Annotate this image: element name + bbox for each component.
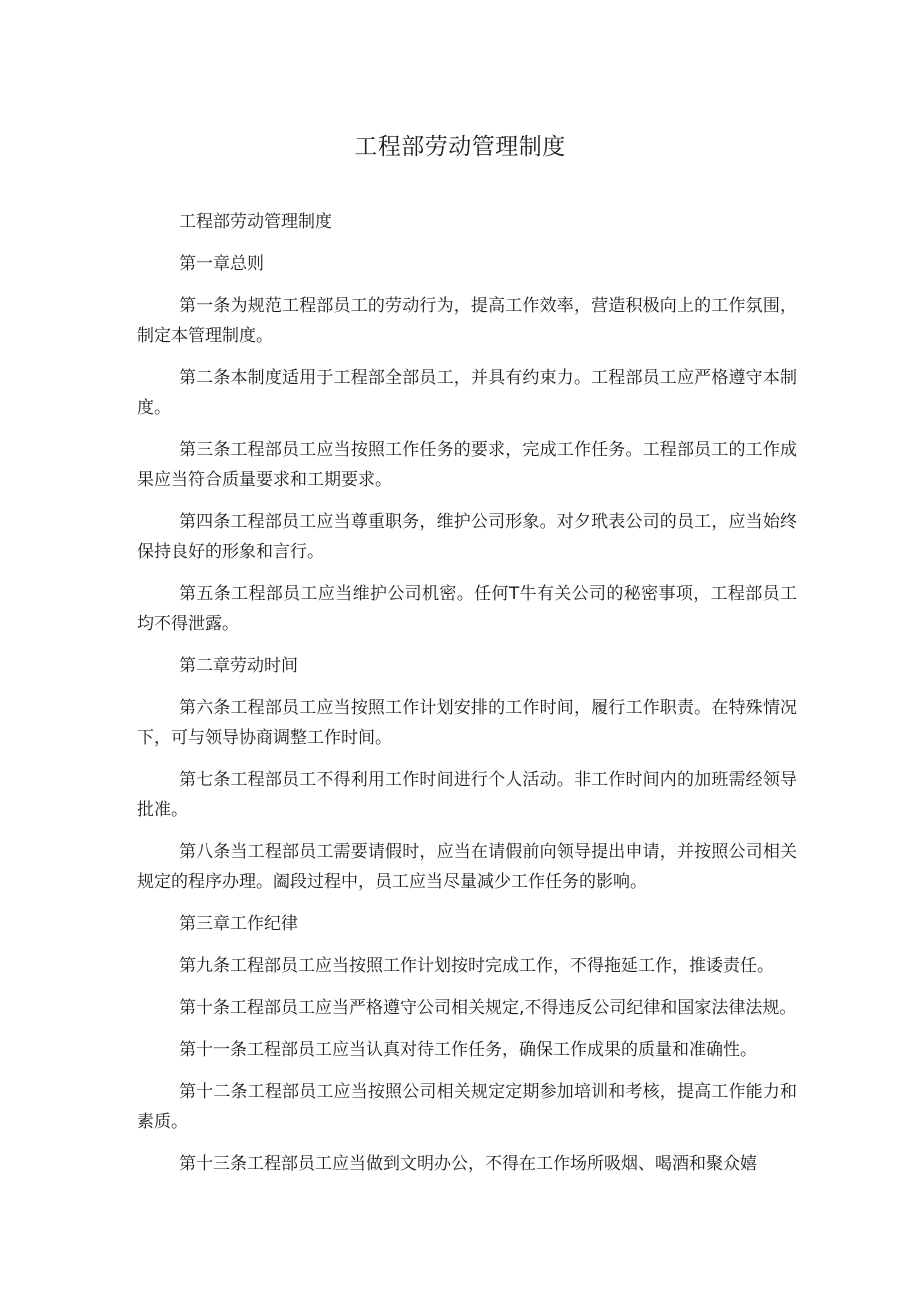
article-2: 第二条本制度适用于工程部全部员工，并具有约束力。工程部员工应严格遵守本制度。 [137, 368, 797, 418]
article-5: 第五条工程部员工应当维护公司机密。任何T牛有关公司的秘密事项，工程部员工均不得泄露。 [137, 584, 797, 634]
article-9: 第九条工程部员工应当按照工作计划按时完成工作，不得拖延工作，推诿责任。 [179, 956, 774, 976]
chapter-heading-3: 第三章工作纪律 [179, 914, 298, 934]
article-12: 第十二条工程部员工应当按照公司相关规定定期参加培训和考核，提高工作能力和素质。 [137, 1082, 797, 1132]
article-1: 第一条为规范工程部员工的劳动行为，提高工作效率，营造积极向上的工作氛围，制定本管理制度。 [137, 296, 797, 346]
article-3: 第三条工程部员工应当按照工作任务的要求，完成工作任务。工程部员工的工作成果应当符合质量要求和工期要求。 [137, 440, 797, 490]
article-10: 第十条工程部员工应当严格遵守公司相关规定,不得违反公司纪律和国家法律法规。 [179, 998, 797, 1018]
article-13: 第十三条工程部员工应当做到文明办公，不得在工作场所吸烟、喝酒和聚众嬉 [179, 1154, 757, 1174]
article-6: 第六条工程部员工应当按照工作计划安排的工作时间，履行工作职责。在特殊情况下，可与领导协商调整工作时间。 [137, 698, 797, 748]
paragraph-subtitle: 工程部劳动管理制度 [179, 212, 332, 232]
document-title: 工程部劳动管理制度 [354, 134, 566, 160]
document-body [137, 207, 797, 1191]
article-4: 第四条工程部员工应当尊重职务，维护公司形象。对夕玳表公司的员工，应当始终保持良好的形象和言行。 [137, 512, 797, 562]
article-11: 第十一条工程部员工应当认真对待工作任务，确保工作成果的质量和准确性。 [179, 1040, 757, 1060]
chapter-heading-1: 第一章总则 [179, 254, 264, 274]
article-8: 第八条当工程部员工需要请假时，应当在请假前向领导提出申请，并按照公司相关规定的程序办理。阖段过程中，员工应当尽量减少工作任务的影响。 [137, 842, 797, 892]
chapter-heading-2: 第二章劳动时间 [179, 656, 298, 676]
article-7: 第七条工程部员工不得利用工作时间进行个人活动。非工作时间内的加班需经领导批准。 [137, 770, 797, 820]
